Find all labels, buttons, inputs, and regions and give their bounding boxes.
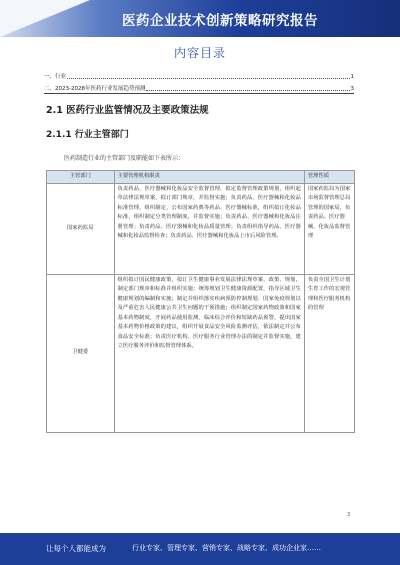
header-cell-nature: 管理性质 xyxy=(304,171,354,184)
toc-entry-page: 3 xyxy=(350,86,354,92)
table-caption: 医药制造行业的主管部门及职能如下表所示： xyxy=(64,155,185,162)
report-header-banner xyxy=(0,0,400,37)
duties-cell: 组织拟订国民健康政策，拟订卫生健康事业发展法律法规草案、政策、规划，制定部门规章和标准并组织实施；统筹规划卫生健康资源配置，指导区域卫生健康规划的编制和实施；制定并组织落实疾病预防控制规划、国家免疫规划以及严重危害人民健康公共卫生问题的干预措施；组织制定国家药物政策和国家基本药物制度，开展药品使用监测、临床综合评价和短缺药品预警，提出国家基本药物价格政策的建议，组织开展食品安全风险监测评估，依法制定并公布食品安全标准；负责医疗机构、医疗服务行业管理办法的制定并监督实施，建立医疗服务评价和监督管理体系。 xyxy=(114,274,304,432)
table-header-row xyxy=(47,171,355,184)
toc-entry-label: 二、2023-2028年医药行业发展趋势预测 xyxy=(44,86,146,92)
toc-entry[interactable] xyxy=(44,84,354,92)
table-row xyxy=(47,183,355,274)
report-title: 医药企业技术创新策略研究报告 xyxy=(122,13,318,29)
header-cell-dept: 主管部门 xyxy=(47,171,115,184)
toc-leader-dots xyxy=(67,77,349,79)
footer-tagline: 行业专家、管理专家、营销专家、战略专家、成功企业家…… xyxy=(132,544,321,552)
regulators-table xyxy=(46,170,355,433)
footer-banner xyxy=(0,533,400,565)
toc-title: 内容目录 xyxy=(173,46,226,60)
section-heading: 2.1 医药行业监管情况及主要政策法规 xyxy=(46,105,209,116)
duties-cell: 负责药品、医疗器械和化妆品安全监督管理，拟定监督管理政策规划，组织起草法律法规草案，拟订部门规章，并监督实施；负责药品、医疗器械和化妆品标准管理，组织制定、公布国家药典等药品、医疗器械标准，组织拟订化妆品标准，组织制定分类管理制度，并监督实施；负责药品、医疗器械和化妆品注册管理；负责药品、医疗器械和化妆品质量管理；负责组织指导药品、医疗器械和化妆品监督检查；负责药品、医疗器械和化妆品上市后风险管理。 xyxy=(114,183,304,274)
toc-entry[interactable] xyxy=(44,72,354,80)
nature-cell: 国家药监局为国家市场监督管理总局管理的国家局，负责药品、医疗器械、化妆品监督管理 xyxy=(304,183,354,274)
dept-cell: 卫健委 xyxy=(47,274,115,432)
toc-entry-label: 一、行业 xyxy=(44,74,67,80)
header-decoration xyxy=(0,0,90,37)
toc-divider xyxy=(44,93,354,94)
dept-cell: 国家药监局 xyxy=(47,183,115,274)
page-number: 3 xyxy=(347,512,351,518)
toc-entry-page: 1 xyxy=(350,74,354,80)
table-row xyxy=(47,274,355,432)
footer-slogan: 让每个人都能成为 xyxy=(46,544,106,553)
nature-cell: 负责全国卫生计划生育工作的宏观管理和医疗服务机构的管理 xyxy=(304,274,354,432)
subsection-heading: 2.1.1 行业主管部门 xyxy=(46,130,129,140)
header-cell-duties: 主要管理机构职责 xyxy=(114,171,304,184)
toc-leader-dots xyxy=(146,89,349,91)
